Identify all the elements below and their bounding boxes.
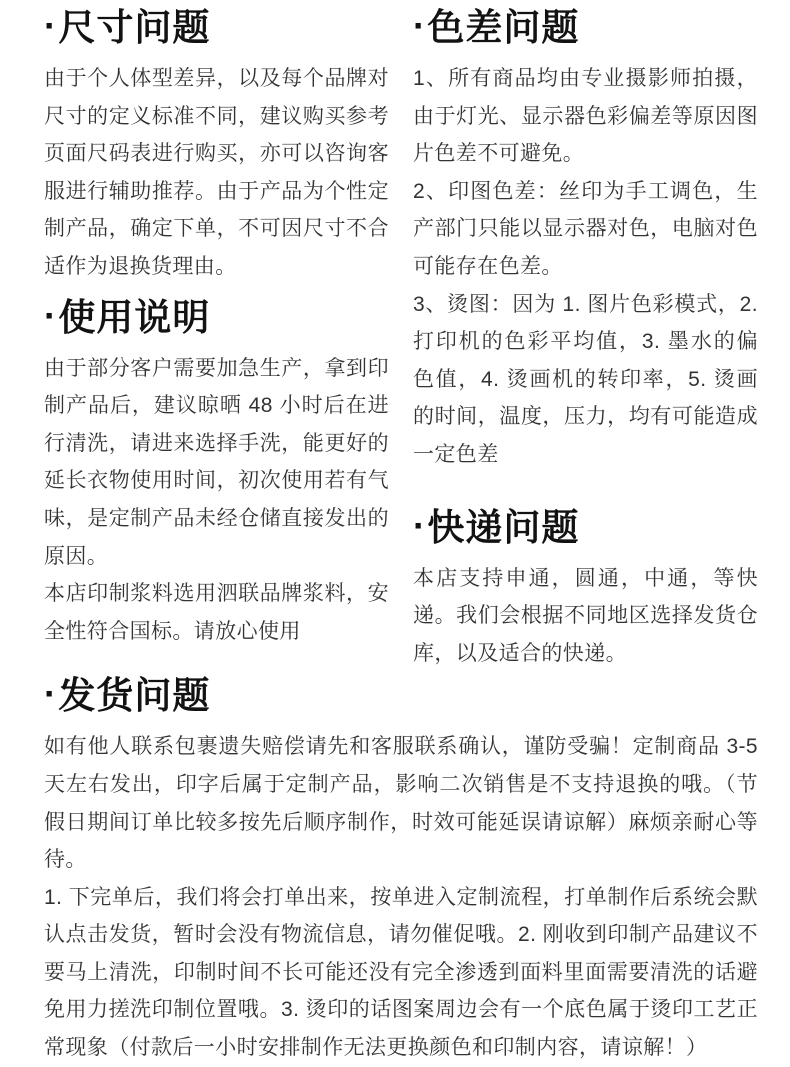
section-color-diff-paragraph: 3、烫图：因为 1. 图片色彩模式，2. 打印机的色彩平均值，3. 墨水的偏色值，4. 烫画机的转印率，5. 烫画的时间，温度，压力，均有可能造成一定色差 [413, 292, 758, 466]
section-express-paragraph: 本店支持申通，圆通，中通，等快递。我们会根据不同地区选择发货仓库，以及适合的快递。 [413, 566, 758, 665]
section-size-title-text: 尺寸问题 [58, 7, 211, 48]
section-shipping-title-text: 发货问题 [58, 675, 211, 717]
section-size [44, 4, 389, 286]
section-shipping-paragraph: 如有他人联系包裹遗失赔偿请先和客服联系确认，谨防受骗！定制商品 3-5天左右发出，印字后属于定制产品，影响二次销售是不支持退换的哦。（节假日期间订单比较多按先后顺序制作，时效可能延误请谅解）麻烦亲耐心等待。 [44, 735, 758, 872]
section-color-diff-paragraph: 2、印图色差：丝印为手工调色，生产部门只能以显示器对色，电脑对色可能存在色差。 [413, 179, 758, 278]
section-usage-title [44, 294, 389, 342]
section-express [413, 504, 758, 673]
bullet-dot: · [44, 673, 58, 715]
section-color-diff [413, 4, 758, 474]
section-shipping [44, 672, 758, 1066]
section-express-title-text: 快递问题 [427, 506, 580, 548]
section-color-diff-title [413, 4, 758, 52]
bullet-dot: · [413, 504, 427, 546]
bullet-dot: · [44, 294, 58, 336]
section-size-title [44, 4, 389, 52]
two-column-layout [44, 4, 758, 672]
section-usage [44, 294, 389, 651]
section-shipping-paragraph: 1. 下完单后，我们将会打单出来，按单进入定制流程，打单制作后系统会默认点击发货，暂时会没有物流信息，请勿催促哦。2. 刚收到印制产品建议不要马上清洗，印制时间不长可能还没有完全渗透到面料里面需要清洗的话避免用力搓洗印制位置哦。3. 烫印的话图案周边会有一个底色属于烫印工艺正常现象（付款后一小时安排制作无法更换颜色和印制内容，请谅解！） [44, 885, 758, 1060]
bullet-dot: · [44, 5, 58, 46]
section-usage-paragraph: 由于部分客户需要加急生产，拿到印制产品后，建议晾晒 48 小时后在进行清洗，请进来选择手洗，能更好的延长衣物使用时间，初次使用若有气味，是定制产品未经仓储直接发出的原因。 [44, 356, 389, 568]
section-size-paragraph: 由于个人体型差异，以及每个品牌对尺寸的定义标准不同，建议购买参考页面尺码表进行购买，亦可以咨询客服进行辅助推荐。由于产品为个性定制产品，确定下单，不可因尺寸不合适作为退换货理由。 [44, 67, 389, 278]
bullet-dot: · [413, 5, 427, 46]
section-usage-title-text: 使用说明 [58, 296, 211, 338]
section-usage-paragraph: 本店印制浆料选用泗联品牌浆料，安全性符合国标。请放心使用 [44, 582, 389, 643]
left-column [44, 4, 389, 650]
section-color-diff-title-text: 色差问题 [427, 7, 580, 48]
right-column [413, 4, 758, 672]
section-shipping-title [44, 672, 758, 720]
section-express-title [413, 504, 758, 552]
section-color-diff-paragraph: 1、所有商品均由专业摄影师拍摄，由于灯光、显示器色彩偏差等原因图片色差不可避免。 [413, 67, 758, 166]
